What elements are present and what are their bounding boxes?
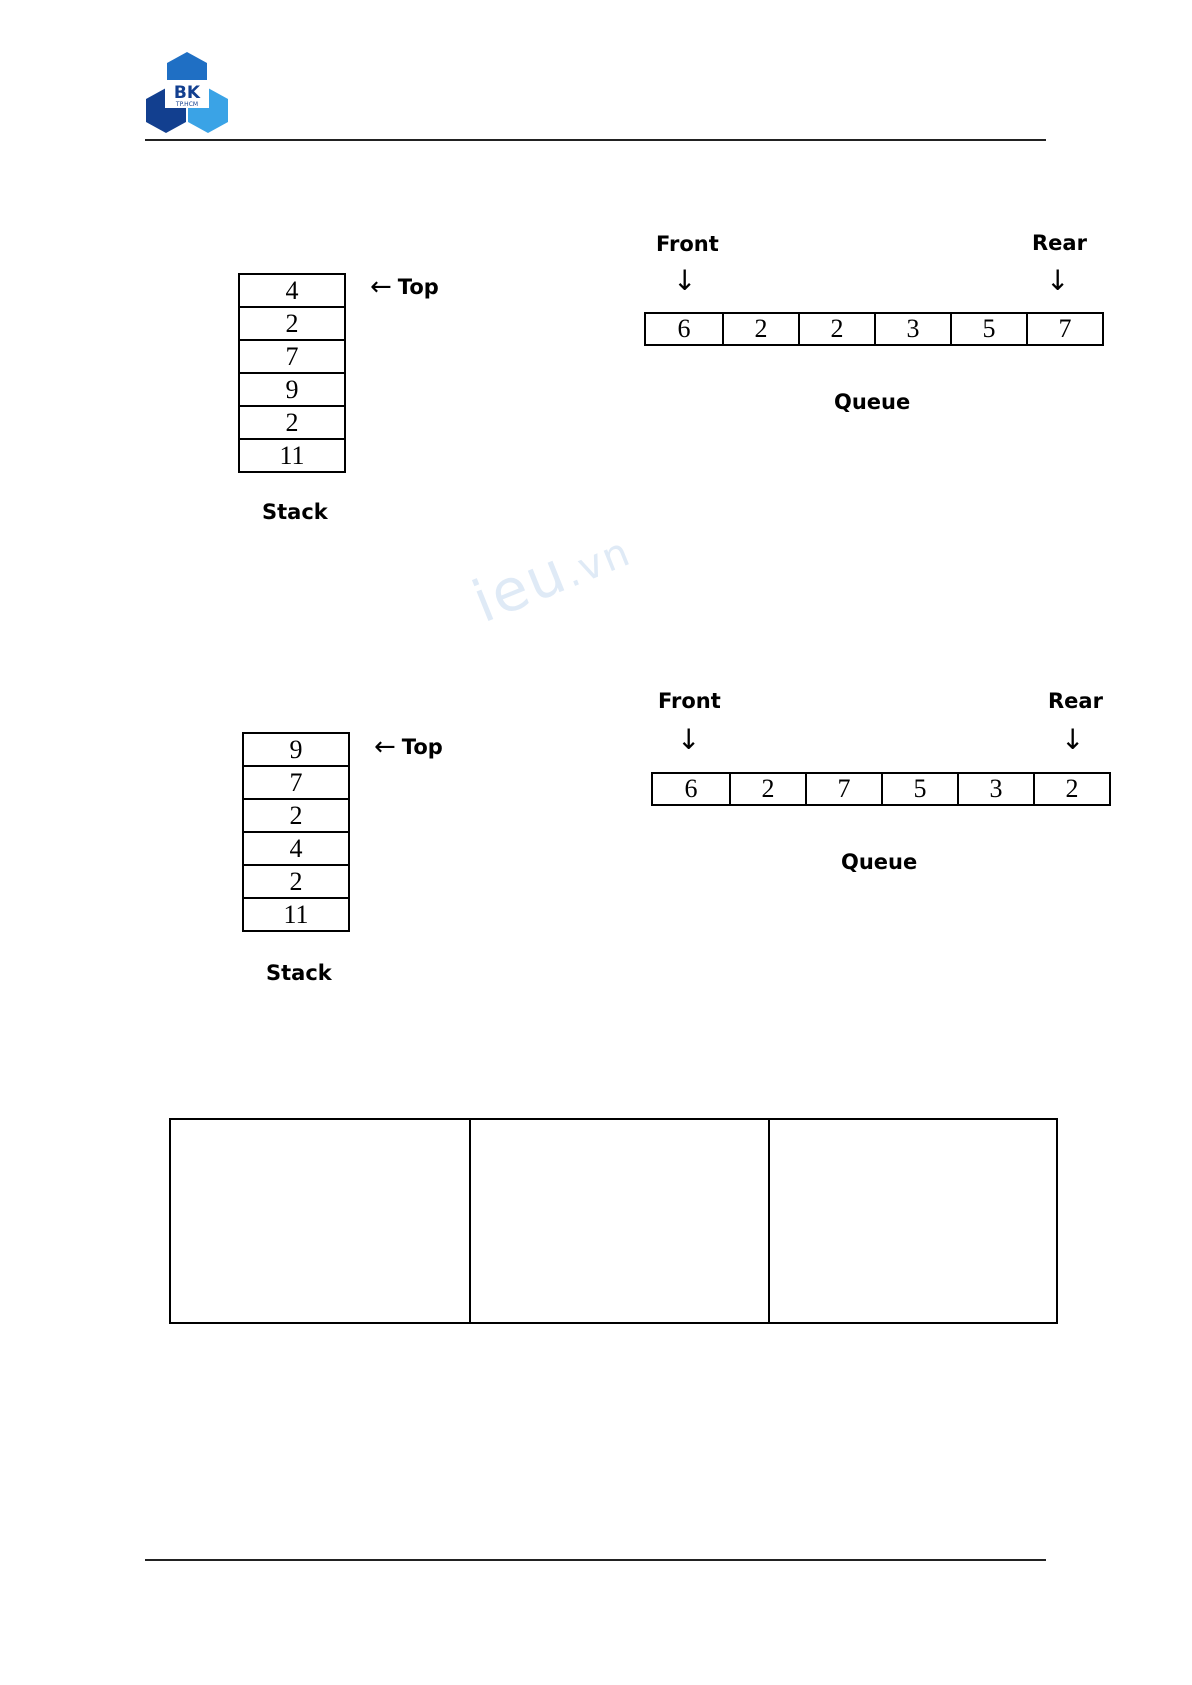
- queue-2-cell: 2: [1033, 774, 1109, 804]
- queue-1-cell: 2: [798, 314, 874, 344]
- answer-table: [169, 1118, 1058, 1324]
- queue-1-cell: 2: [722, 314, 798, 344]
- watermark-suffix: .vn: [557, 528, 638, 597]
- down-arrow-icon: ↓: [673, 264, 697, 297]
- answer-table-column: [768, 1120, 1056, 1322]
- down-arrow-icon: ↓: [677, 723, 701, 756]
- header-rule: [145, 139, 1046, 141]
- answer-table-column: [469, 1120, 768, 1322]
- left-arrow-icon: ←: [374, 732, 396, 762]
- bk-logo: [146, 50, 228, 134]
- queue-2: [651, 772, 1111, 806]
- queue-2-cell: 2: [729, 774, 805, 804]
- queue-1-rear-label: Rear: [1032, 231, 1087, 255]
- stack-2-cell: 4: [244, 833, 348, 866]
- queue-1-caption: Queue: [834, 390, 911, 414]
- queue-2-cell: 5: [881, 774, 957, 804]
- stack-1-cell: 4: [240, 275, 344, 308]
- stack-1-cell: 11: [240, 440, 344, 473]
- queue-2-cell: 7: [805, 774, 881, 804]
- queue-2-cell: 3: [957, 774, 1033, 804]
- queue-2-caption: Queue: [841, 850, 918, 874]
- queue-1: [644, 312, 1104, 346]
- stack-2-cell: 11: [244, 899, 348, 932]
- queue-2-front-label: Front: [658, 689, 721, 713]
- footer-rule: [145, 1559, 1046, 1561]
- stack-2: [242, 732, 350, 932]
- stack-2-top-pointer: [374, 732, 443, 762]
- stack-1-top-label: Top: [397, 275, 439, 299]
- stack-1-cell: 2: [240, 407, 344, 440]
- stack-2-top-label: Top: [401, 735, 443, 759]
- watermark-text: ieu: [463, 537, 577, 636]
- stack-1-caption: Stack: [262, 500, 328, 524]
- stack-1-cell: 7: [240, 341, 344, 374]
- queue-1-front-label: Front: [656, 232, 719, 256]
- queue-2-rear-label: Rear: [1048, 689, 1103, 713]
- stack-1-cell: 2: [240, 308, 344, 341]
- stack-2-caption: Stack: [266, 961, 332, 985]
- queue-1-cell: 6: [677, 314, 691, 343]
- watermark: [463, 512, 639, 636]
- answer-table-column: [171, 1120, 469, 1322]
- stack-1: [238, 273, 346, 473]
- down-arrow-icon: ↓: [1046, 264, 1070, 297]
- stack-1-top-pointer: [370, 272, 439, 302]
- queue-2-cell: 6: [684, 774, 698, 803]
- stack-2-cell: 2: [244, 800, 348, 833]
- queue-1-cell: 3: [874, 314, 950, 344]
- logo-text-bk: BK: [173, 83, 201, 103]
- stack-2-cell: 2: [244, 866, 348, 899]
- logo-text-sub: TP.HCM: [175, 101, 199, 108]
- down-arrow-icon: ↓: [1061, 723, 1085, 756]
- queue-1-cell: 5: [950, 314, 1026, 344]
- queue-1-cell: 7: [1026, 314, 1102, 344]
- stack-2-cell: 9: [244, 734, 348, 767]
- stack-2-cell: 7: [244, 767, 348, 800]
- left-arrow-icon: ←: [370, 272, 392, 302]
- stack-1-cell: 9: [240, 374, 344, 407]
